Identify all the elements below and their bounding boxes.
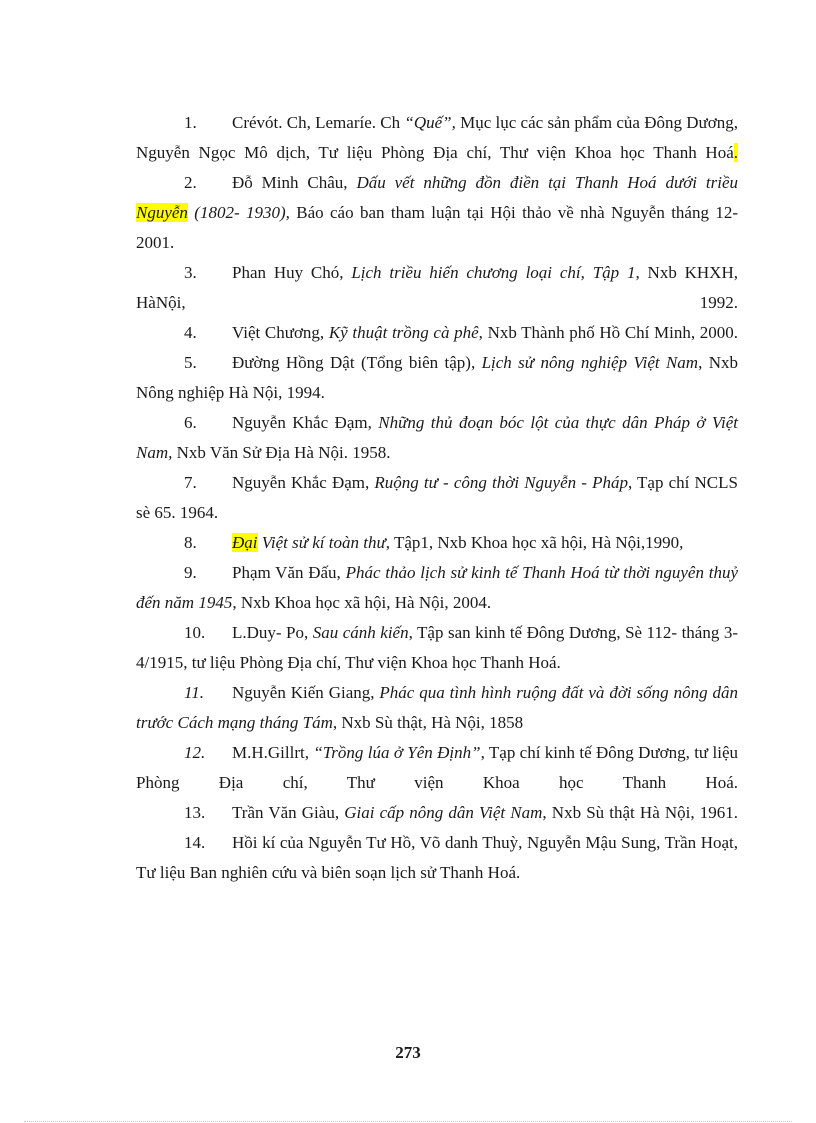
list-item: 2. Đỗ Minh Châu, Dấu vết những đồn điền tại Thanh Hoá dưới triều Nguyễn (1802- 1930), Báo cáo ban tham luận tại Hội thảo về nhà Nguyễn tháng 12-2001.	[136, 168, 738, 258]
item-number: 11.	[184, 683, 204, 702]
item-number: 5.	[184, 353, 197, 372]
list-item: 6. Nguyễn Khắc Đạm, Những thủ đoạn bóc lột của thực dân Pháp ở Việt Nam, Nxb Văn Sử Địa Hà Nội. 1958.	[136, 408, 738, 468]
highlight: .	[733, 143, 738, 162]
list-item: 4. Việt Chương, Kỹ thuật trồng cà phê, Nxb Thành phố Hồ Chí Minh, 2000.	[136, 318, 738, 348]
item-number: 2.	[184, 173, 197, 192]
item-number: 6.	[184, 413, 197, 432]
item-number: 4.	[184, 323, 197, 342]
highlight: Nguyễn	[136, 203, 188, 222]
item-number: 12.	[184, 743, 206, 762]
item-number: 8.	[184, 533, 197, 552]
item-number: 14.	[184, 833, 206, 852]
list-item: 11. Nguyễn Kiến Giang, Phác qua tình hình ruộng đất và đời sống nông dân trước Cách mạng tháng Tám, Nxb Sù thật, Hà Nội, 1858	[136, 678, 738, 738]
item-number: 1.	[184, 113, 197, 132]
page-border-divider	[24, 1121, 792, 1122]
list-item: 1. Crévót. Ch, Lemaríe. Ch “Quế”, Mục lục các sản phẩm của Đông Dương, Nguyễn Ngọc Mô dịch, Tư liệu Phòng Địa chí, Thư viện Khoa học Thanh Hoá.	[136, 108, 738, 168]
item-number: 9.	[184, 563, 197, 582]
bibliography-list	[136, 108, 738, 888]
item-number: 7.	[184, 473, 197, 492]
highlight: Đại	[232, 533, 258, 552]
list-item: 12. M.H.Gillrt, “Trồng lúa ở Yên Định”, Tạp chí kinh tế Đông Dương, tư liệu Phòng Địa chí, Thư viện Khoa học Thanh Hoá.	[136, 738, 738, 798]
list-item: 10. L.Duy- Po, Sau cánh kiến, Tập san kinh tế Đông Dương, Sè 112- tháng 3-4/1915, tư liệu Phòng Địa chí, Thư viện Khoa học Thanh Hoá.	[136, 618, 738, 678]
page-number: 273	[395, 1043, 421, 1062]
item-number: 10.	[184, 623, 206, 642]
item-number: 13.	[184, 803, 206, 822]
item-number: 3.	[184, 263, 197, 282]
list-item: 14. Hồi kí của Nguyễn Tư Hồ, Võ danh Thuỳ, Nguyễn Mậu Sung, Trần Hoạt, Tư liệu Ban nghiên cứu và biên soạn lịch sử Thanh Hoá.	[136, 828, 738, 888]
list-item: 13. Trần Văn Giàu, Giai cấp nông dân Việt Nam, Nxb Sù thật Hà Nội, 1961.	[136, 798, 738, 828]
list-item: 3. Phan Huy Chó, Lịch triều hiến chương loại chí, Tập 1, Nxb KHXH, HàNội, 1992.	[136, 258, 738, 318]
list-item: 5. Đường Hồng Dật (Tổng biên tập), Lịch sử nông nghiệp Việt Nam, Nxb Nông nghiệp Hà Nội, 1994.	[136, 348, 738, 408]
list-item: 7. Nguyễn Khắc Đạm, Ruộng tư - công thời Nguyễn - Pháp, Tạp chí NCLS sè 65. 1964.	[136, 468, 738, 528]
list-item: 8. Đại Việt sử kí toàn thư, Tập1, Nxb Khoa học xã hội, Hà Nội,1990,	[136, 528, 738, 558]
list-item: 9. Phạm Văn Đấu, Phác thảo lịch sử kinh tế Thanh Hoá từ thời nguyên thuỷ đến năm 1945, Nxb Khoa học xã hội, Hà Nội, 2004.	[136, 558, 738, 618]
